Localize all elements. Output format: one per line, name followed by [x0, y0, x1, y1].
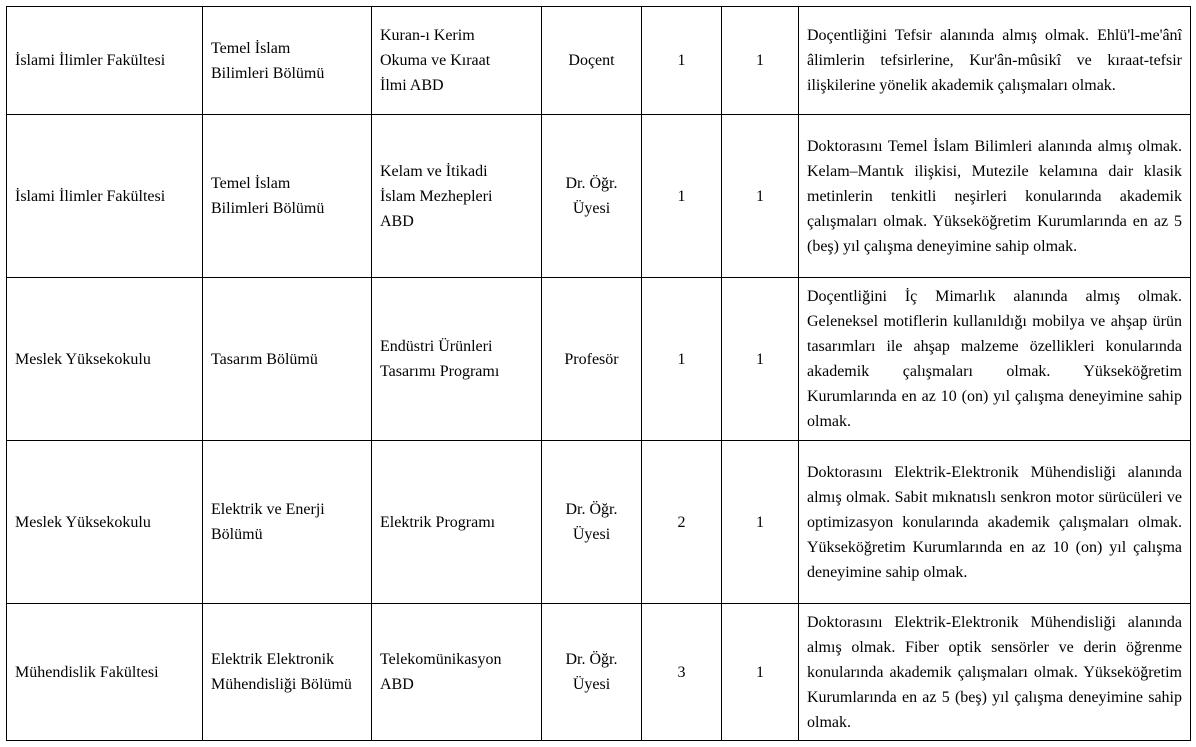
program-cell: Telekomünikasyon ABD [372, 604, 542, 741]
position-count-cell: 3 [642, 604, 722, 741]
table-row [7, 7, 1191, 115]
staff-positions-table [6, 6, 1191, 741]
conditions-cell: Doçentliğini İç Mimarlık alanında almış olmak. Geleneksel motiflerin kullanıldığı mobilya ve ahşap ürün tasarımları ile ahşap malzeme özellikleri konularında akademik çalışmaları olmak. Yükseköğretim Kurumlarında en az 10 (on) yıl çalışma deneyimine sahip olmak. [799, 278, 1191, 441]
position-count-cell: 1 [642, 278, 722, 441]
position-count-cell: 1 [642, 115, 722, 278]
table-row [7, 115, 1191, 278]
program-cell: Elektrik Programı [372, 441, 542, 604]
program-cell: Kelam ve İtikadi İslam Mezhepleri ABD [372, 115, 542, 278]
degree-count-cell: 1 [722, 604, 799, 741]
degree-count-cell: 1 [722, 115, 799, 278]
department-cell: Elektrik ve Enerji Bölümü [203, 441, 372, 604]
faculty-cell: Meslek Yüksekokulu [7, 441, 203, 604]
conditions-cell: Doktorasını Temel İslam Bilimleri alanında almış olmak. Kelam–Mantık ilişkisi, Mutezile kelamına dair klasik metinlerin tenkitli neşirleri konularında akademik çalışmaları olmak. Yükseköğretim Kurumlarında en az 5 (beş) yıl çalışma deneyimine sahip olmak. [799, 115, 1191, 278]
title-cell: Dr. Öğr. Üyesi [542, 604, 642, 741]
program-cell: Kuran-ı Kerim Okuma ve Kıraat İlmi ABD [372, 7, 542, 115]
degree-count-cell: 1 [722, 7, 799, 115]
title-cell: Profesör [542, 278, 642, 441]
faculty-cell: İslami İlimler Fakültesi [7, 115, 203, 278]
department-cell: Temel İslam Bilimleri Bölümü [203, 7, 372, 115]
faculty-cell: Mühendislik Fakültesi [7, 604, 203, 741]
title-cell: Dr. Öğr. Üyesi [542, 115, 642, 278]
department-cell: Elektrik Elektronik Mühendisliği Bölümü [203, 604, 372, 741]
degree-count-cell: 1 [722, 441, 799, 604]
department-cell: Tasarım Bölümü [203, 278, 372, 441]
table-row [7, 441, 1191, 604]
department-cell: Temel İslam Bilimleri Bölümü [203, 115, 372, 278]
title-cell: Doçent [542, 7, 642, 115]
table-row [7, 278, 1191, 441]
table-row [7, 604, 1191, 741]
faculty-cell: İslami İlimler Fakültesi [7, 7, 203, 115]
title-cell: Dr. Öğr. Üyesi [542, 441, 642, 604]
position-count-cell: 2 [642, 441, 722, 604]
faculty-cell: Meslek Yüksekokulu [7, 278, 203, 441]
position-count-cell: 1 [642, 7, 722, 115]
conditions-cell: Doçentliğini Tefsir alanında almış olmak. Ehlü'l-me'ânî âlimlerin tefsirlerine, Kur'ân-mûsikî ve kıraat-tefsir ilişkilerine yönelik akademik çalışmaları olmak. [799, 7, 1191, 115]
conditions-cell: Doktorasını Elektrik-Elektronik Mühendisliği alanında almış olmak. Fiber optik sensörler ve derin öğrenme konularında akademik çalışmaları olmak. Yükseköğretim Kurumlarında en az 5 (beş) yıl çalışma deneyimine sahip olmak. [799, 604, 1191, 741]
conditions-cell: Doktorasını Elektrik-Elektronik Mühendisliği alanında almış olmak. Sabit mıknatıslı senkron motor sürücüleri ve optimizasyon konularında akademik çalışmaları olmak. Yükseköğretim Kurumlarında en az 10 (on) yıl çalışma deneyimine sahip olmak. [799, 441, 1191, 604]
degree-count-cell: 1 [722, 278, 799, 441]
program-cell: Endüstri Ürünleri Tasarımı Programı [372, 278, 542, 441]
